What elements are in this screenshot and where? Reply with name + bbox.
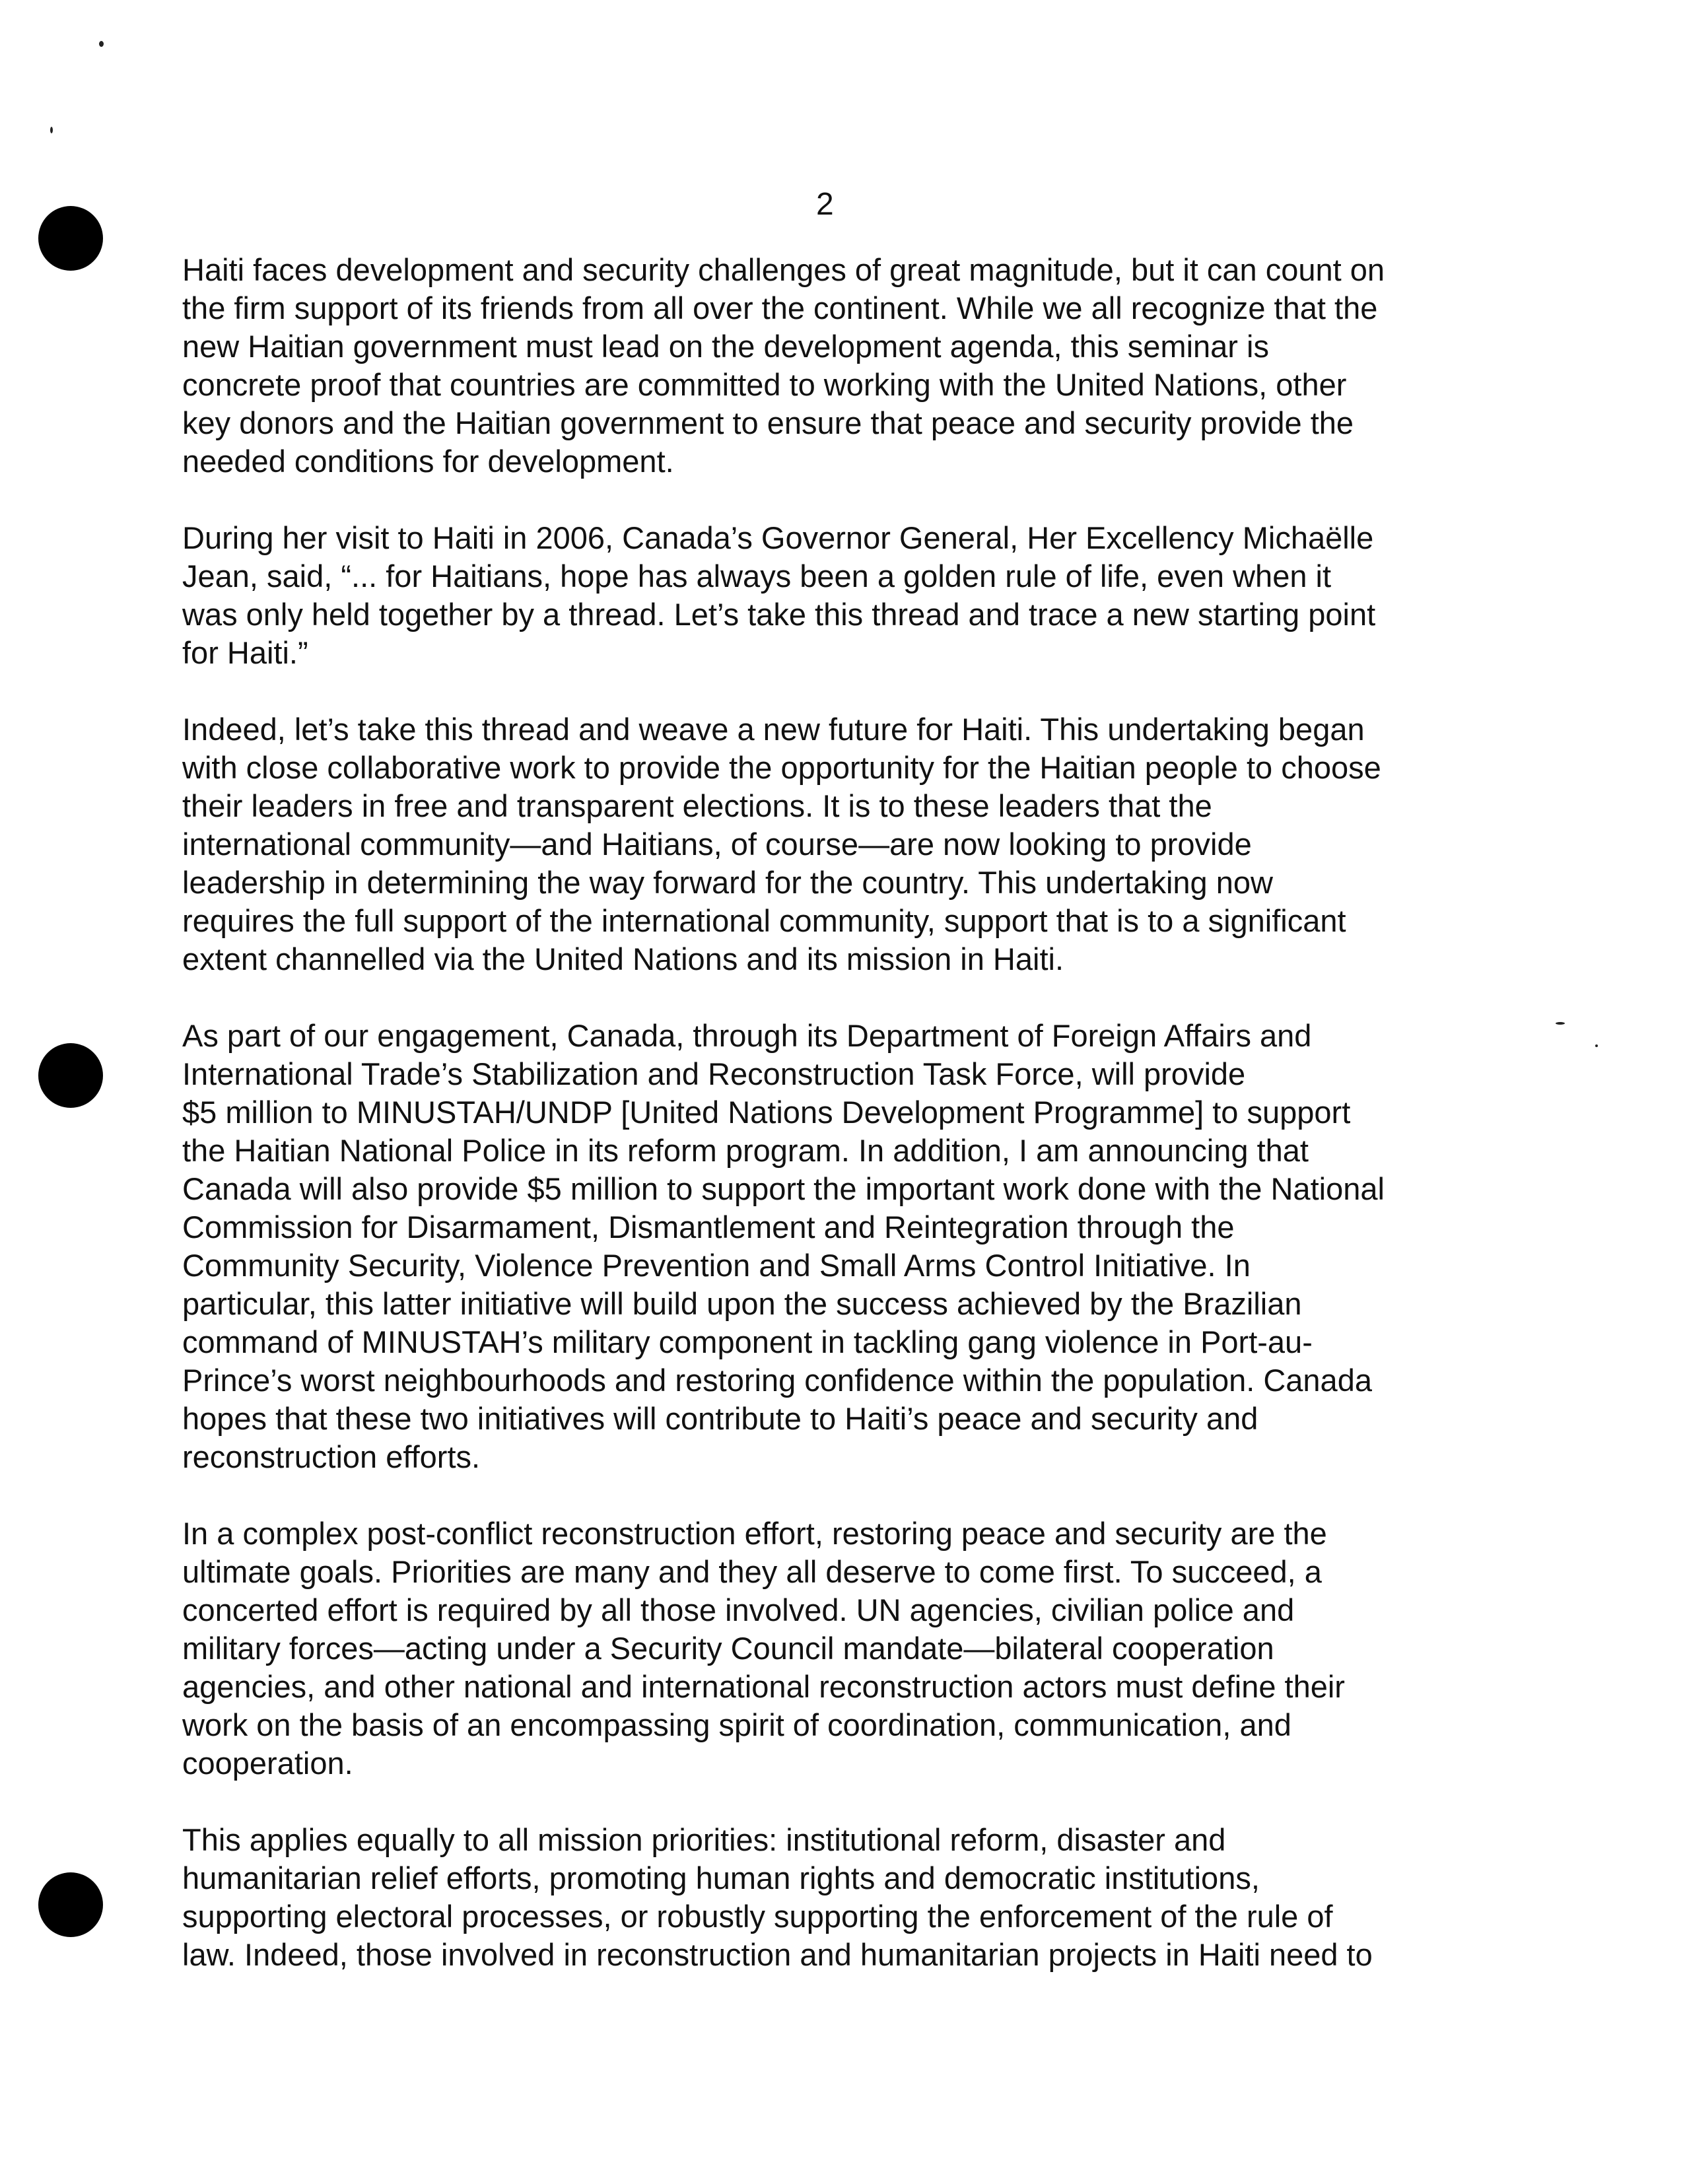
paragraph: Haiti faces development and security challenges of great magnitude, but it can count on the firm support of its friends from all over the continent. While we all recognize that the new Haitian government must lead on the development agenda, this seminar is concrete proof that countries are committed to working with the United Nations, other key donors and the Haitian government to ensure that peace and security provide the needed conditions for development. (182, 252, 1385, 479)
scan-speck (1556, 1022, 1565, 1025)
scan-speck (50, 127, 53, 133)
punch-hole (38, 1043, 103, 1108)
paragraph: During her visit to Haiti in 2006, Canada’s Governor General, Her Excellency Michaëlle Jean, said, “... for Haitians, hope has always been a golden rule of life, even when it was only held together by a thread. Let’s take this thread and trace a new starting point for Haiti.” (182, 520, 1376, 670)
punch-hole (38, 206, 103, 271)
paragraph: In a complex post-conflict reconstruction effort, restoring peace and security are the ultimate goals. Priorities are many and they all deserve to come first. To succeed, a concerted effort is required by all those involved. UN agencies, civilian police and military forces—acting under a Security Council mandate—bilateral cooperation agencies, and other national and international reconstruction actors must define their work on the basis of an encompassing spirit of coordination, communication, and cooperation. (182, 1516, 1345, 1781)
paragraph: As part of our engagement, Canada, through its Department of Foreign Affairs and International Trade’s Stabilization and Reconstruction Task Force, will provide $5 million to MINUSTAH/UNDP [United Nations Development Programme] to support the Haitian National Police in its reform program. In addition, I am announcing that Canada will also provide $5 million to support the important work done with the National Commission for Disarmament, Dismantlement and Reintegration through the Community Security, Violence Prevention and Small Arms Control Initiative. In particular, this latter initiative will build upon the success achieved by the Brazilian command of MINUSTAH’s military component in tackling gang violence in Port-au- Prince’s worst neighbourhoods and restoring confidence within the population. Canada hopes that these two initiatives will contribute to Haiti’s peace and security and reconstruction efforts. (182, 1018, 1385, 1474)
scan-speck (99, 41, 104, 47)
document-body (182, 251, 1476, 2012)
paragraph: This applies equally to all mission priorities: institutional reform, disaster and humanitarian relief efforts, promoting human rights and democratic institutions, supporting electoral processes, or robustly supporting the enforcement of the rule of law. Indeed, those involved in reconstruction and humanitarian projects in Haiti need to (182, 1822, 1373, 1972)
paragraph: Indeed, let’s take this thread and weave a new future for Haiti. This undertaking began with close collaborative work to provide the opportunity for the Haitian people to choose their leaders in free and transparent elections. It is to these leaders that the international community—and Haitians, of course—are now looking to provide leadership in determining the way forward for the country. This undertaking now requires the full support of the international community, support that is to a significant extent channelled via the United Nations and its mission in Haiti. (182, 712, 1381, 976)
scan-speck (1595, 1044, 1598, 1047)
page-number: 2 (816, 187, 834, 222)
punch-hole (38, 1872, 103, 1937)
